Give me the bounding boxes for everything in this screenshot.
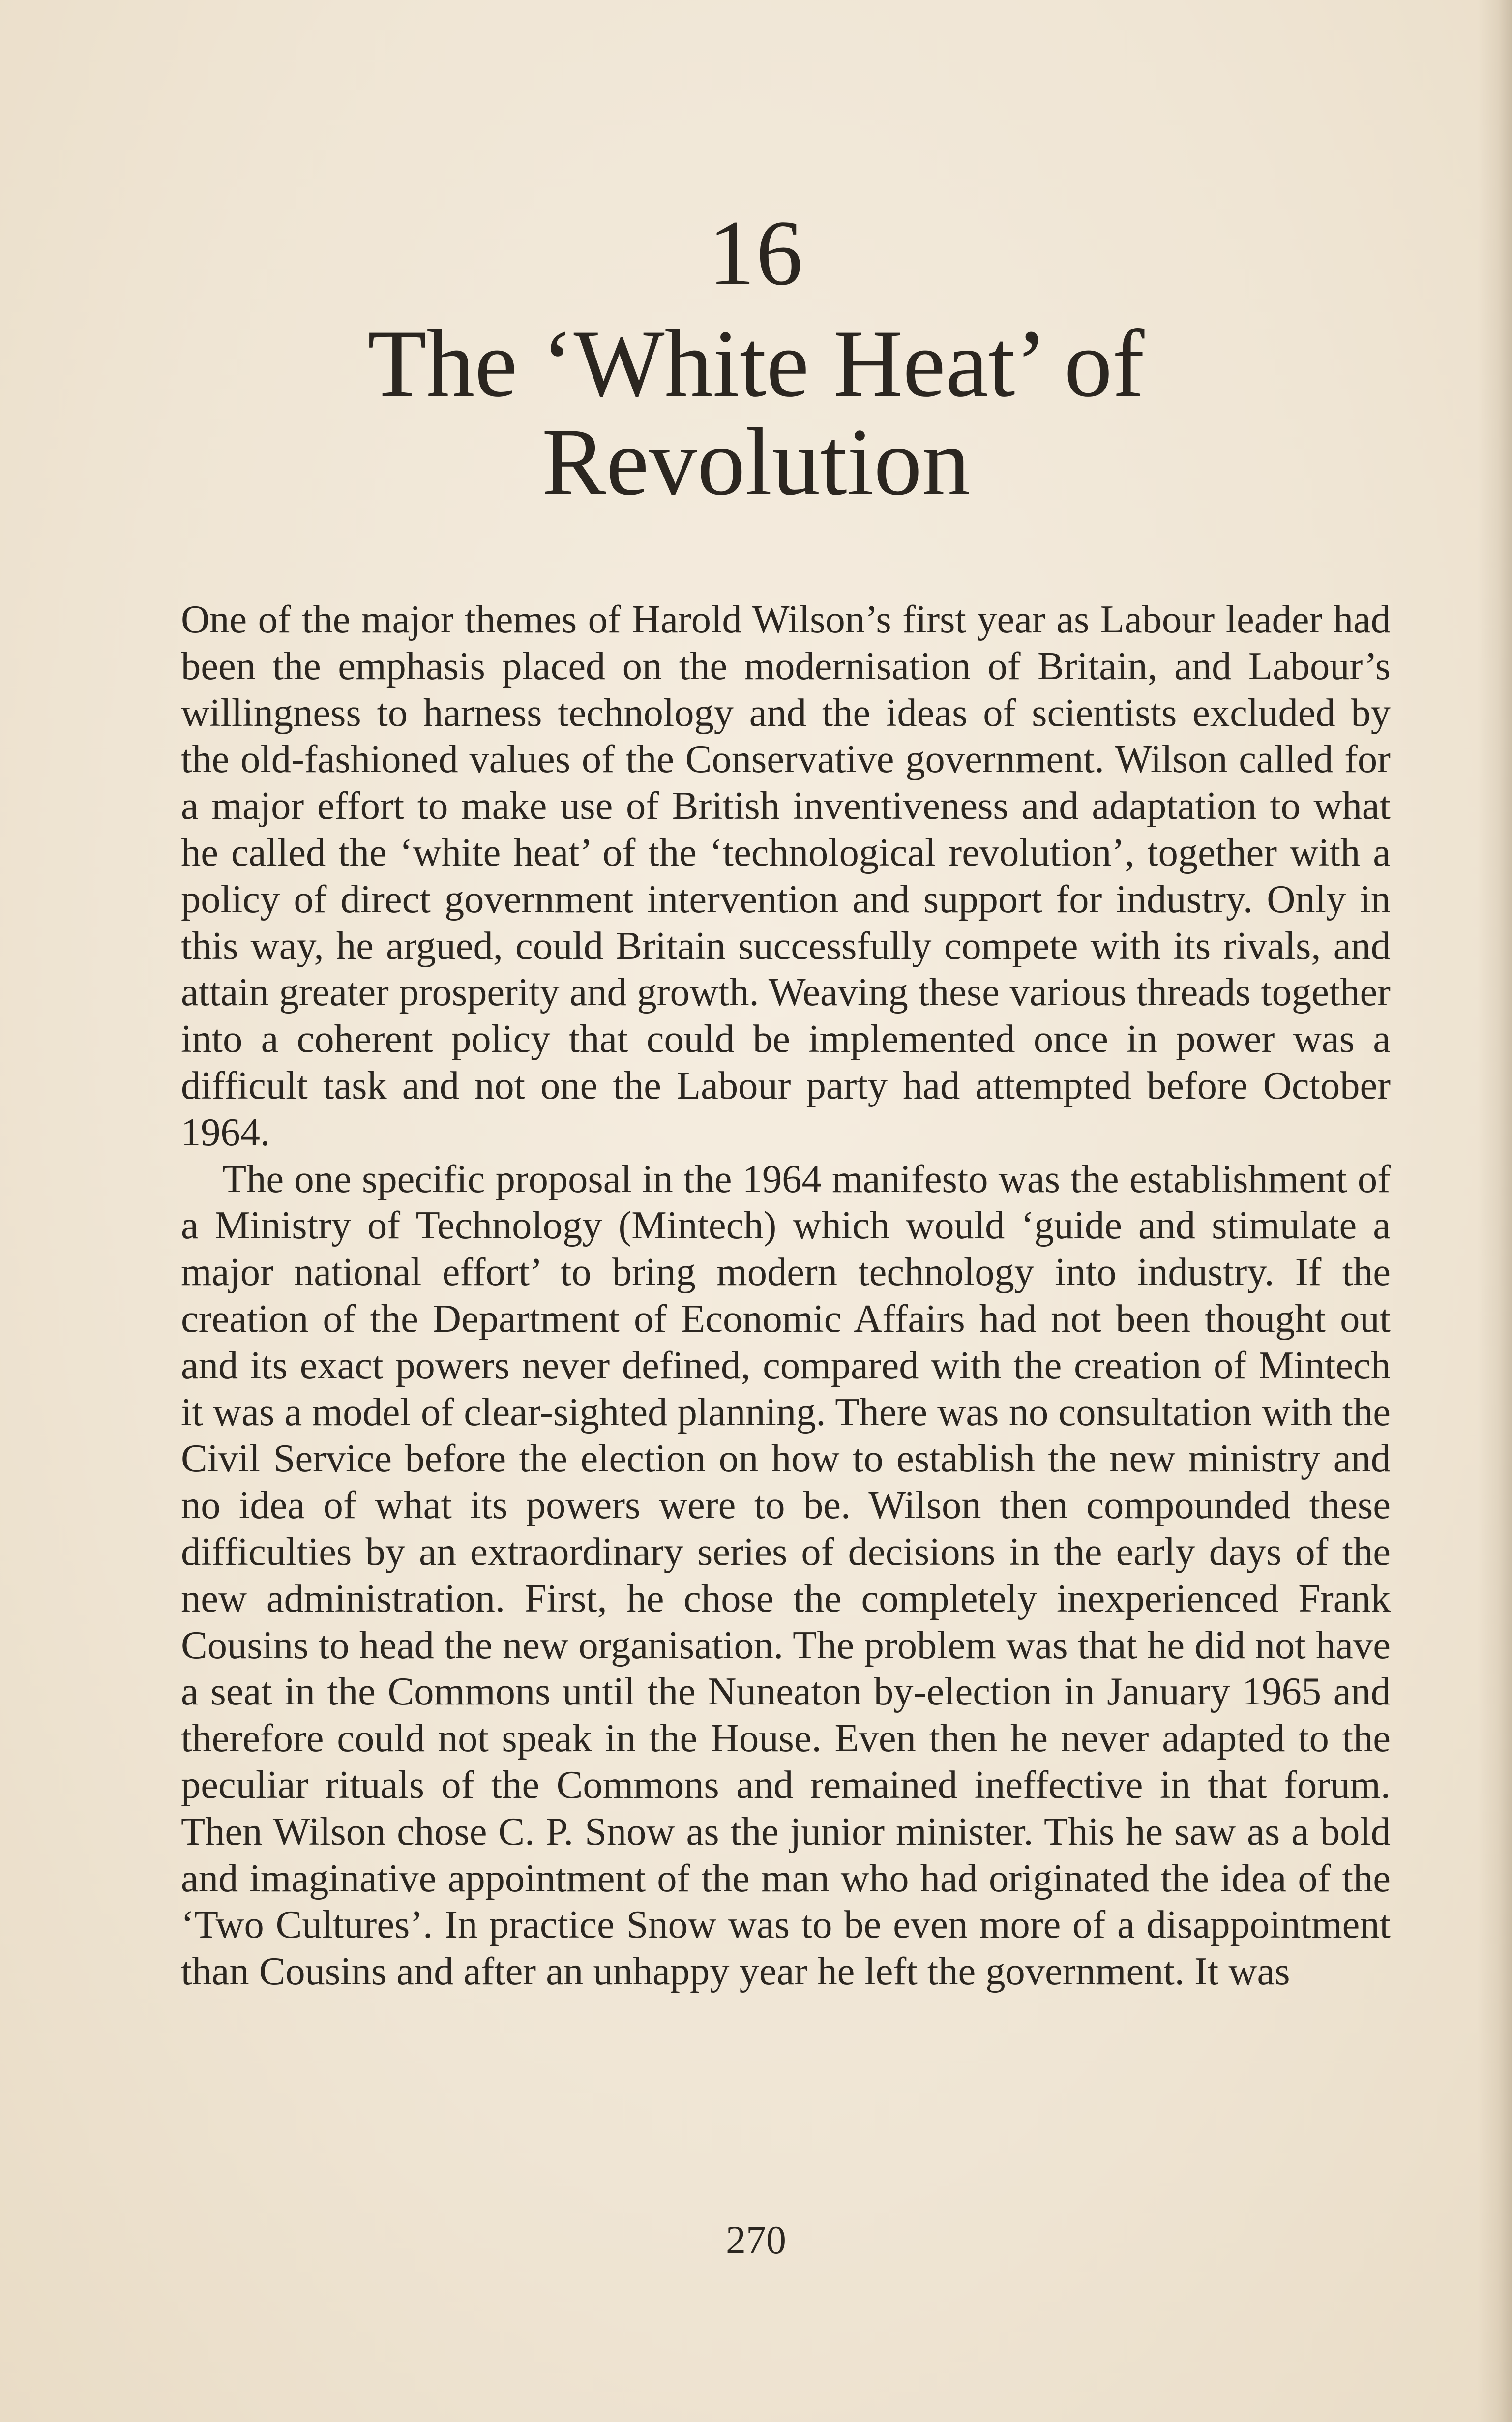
paragraph-2: The one specific proposal in the 1964 manifesto was the establishment of a Ministry of Technology (Mintech) which would ‘guide and stimulate a major national effort’ to bring modern technology into industry. If the creation of the Department of Economic Affairs had not been thought out and its exact powers never defined, compared with the creation of Mintech it was a model of clear-sighted planning. There was no consultation with the Civil Service before the election on how to establish the new ministry and no idea of what its powers were to be. Wilson then compounded these difficulties by an extraordinary series of decisions in the early days of the new administration. First, he chose the completely inexperienced Frank Cousins to head the new organisation. The problem was that he did not have a seat in the Commons until the Nuneaton by-election in January 1965 and therefore could not speak in the House. Even then he never adapted to the peculiar rituals of the Commons and remained ineffective in that forum. Then Wilson chose C. P. Snow as the junior minister. This he saw as a bold and imaginative appointment of the man who had originated the idea of the ‘Two Cultures’. In practice Snow was to be even more of a disappointment than Cousins and after an unhappy year he left the government. It was <box>181 1157 1391 1994</box>
chapter-number: 16 <box>708 202 804 305</box>
body-text <box>181 597 1391 1995</box>
paragraph-1: One of the major themes of Harold Wilson’s first year as Labour leader had been the emphasis placed on the modernisation of Britain, and Labour’s willingness to harness technology and the ideas of scientists excluded by the old-fashioned values of the Conservative government. Wilson called for a major effort to make use of British inventiveness and adaptation to what he called the ‘white heat’ of the ‘technological revolution’, together with a policy of direct government intervention and support for industry. Only in this way, he argued, could Britain successfully compete with its rivals, and attain greater prosperity and growth. Weaving these various threads together into a coherent policy that could be implemented once in power was a difficult task and not one the Labour party had attempted before October 1964. <box>181 598 1391 1154</box>
chapter-title-line-1: The ‘White Heat’ of <box>367 310 1145 417</box>
page-number: 270 <box>726 2217 786 2262</box>
chapter-title-line-2: Revolution <box>541 409 971 515</box>
chapter-title <box>0 310 1512 515</box>
